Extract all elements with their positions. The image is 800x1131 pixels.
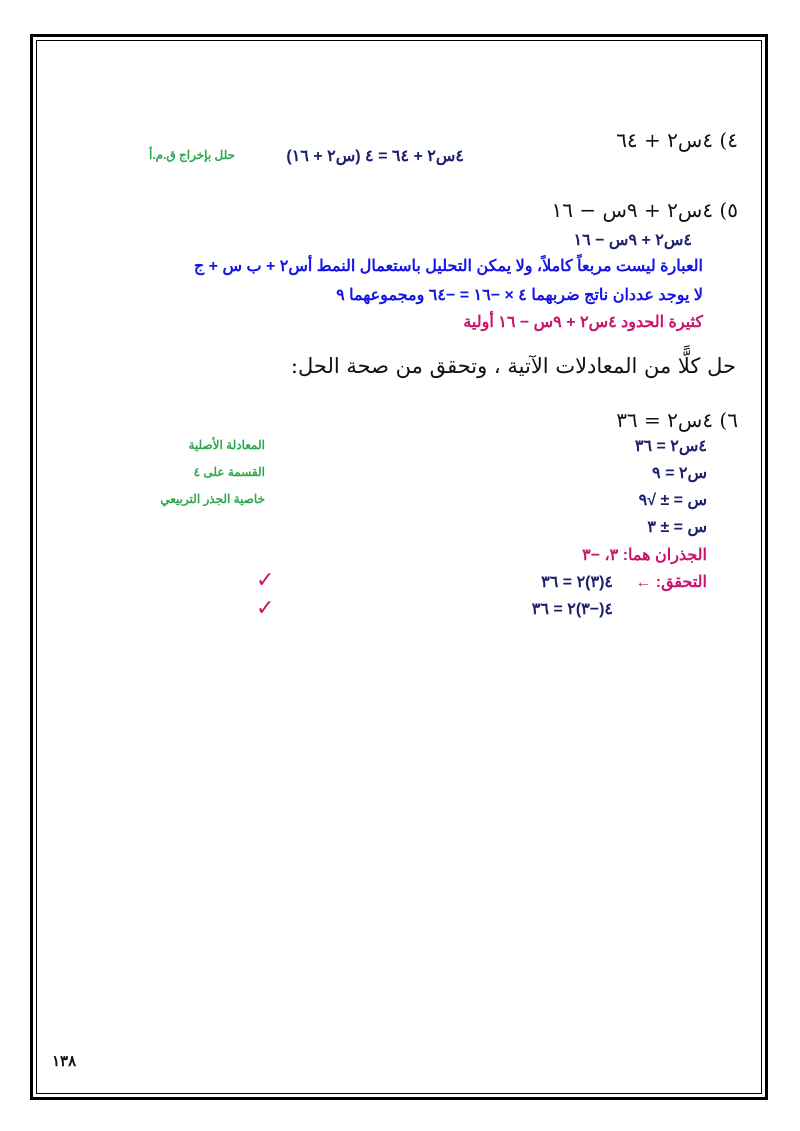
instruction-heading: حل كلًّا من المعادلات الآتية ، وتحقق من صحة الحل: — [290, 354, 736, 378]
problem-6-statement: ٦) ٤س٢ = ٣٦ — [616, 408, 738, 432]
step-2-note: القسمة على ٤ — [193, 465, 265, 479]
checkmark-icon: ✓ — [256, 568, 275, 593]
page-number: ١٣٨ — [52, 1053, 77, 1070]
checkmark-icon: ✓ — [256, 596, 275, 621]
problem-5-reason-1: العبارة ليست مربعاً كاملاً، ولا يمكن التحليل باستعمال النمط أس٢ + ب س + ج — [193, 258, 703, 275]
step-3-note: خاصية الجذر التربيعي — [160, 492, 265, 506]
problem-5-conclusion: كثيرة الحدود ٤س٢ + ٩س − ١٦ أولية — [463, 314, 703, 331]
problem-5-reason-2: لا يوجد عددان ناتج ضربهما ٤ × −١٦ = −٦٤ ومجموعهما ٩ — [336, 287, 703, 304]
problem-4-solution: ٤س٢ + ٦٤ = ٤ (س٢ + ١٦) — [286, 148, 464, 165]
step-4-expr: س = ± ٣ — [647, 519, 707, 536]
check-label: التحقق: ← — [635, 574, 707, 591]
problem-5-statement: ٥) ٤س٢ + ٩س − ١٦ — [551, 198, 738, 222]
check-expression-2: ٤(−٣)٢ = ٣٦ — [531, 601, 613, 618]
step-1-note: المعادلة الأصلية — [188, 438, 265, 452]
problem-4-note: حلل بإخراج ق.م.أ — [148, 148, 235, 162]
check-expression-1: ٤(٣)٢ = ٣٦ — [541, 574, 613, 591]
problem-5-restate: ٤س٢ + ٩س − ١٦ — [573, 232, 692, 249]
problem-4-statement: ٤) ٤س٢ + ٦٤ — [616, 128, 738, 152]
step-1-expr: ٤س٢ = ٣٦ — [634, 438, 707, 455]
roots-statement: الجذران هما: ٣، −٣ — [582, 547, 707, 564]
step-3-expr: س = ± √٩ — [638, 492, 707, 509]
step-2-expr: س٢ = ٩ — [652, 465, 707, 482]
